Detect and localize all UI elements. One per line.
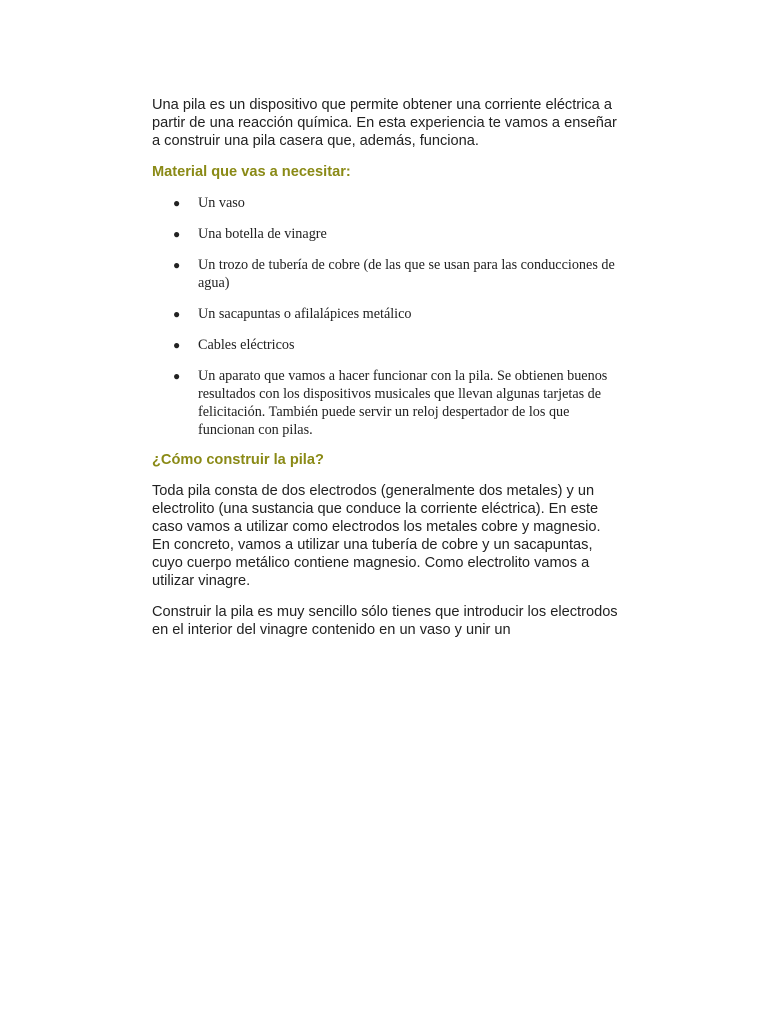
bullet-icon: ● bbox=[173, 258, 181, 272]
bullet-icon: ● bbox=[173, 338, 181, 352]
construction-paragraph-1: Toda pila consta de dos electrodos (generalmente dos metales) y un electrolito (una sustancia que conduce la corriente eléctrica). En este caso vamos a utilizar como electrodos los metales cobre y magnesio. En concreto, vamos a utilizar una tubería de cobre y un sacapuntas, cuyo cuerpo metálico contiene magnesio. Como electrolito vamos a utilizar vinagre. bbox=[152, 483, 601, 589]
document-page bbox=[152, 96, 622, 639]
list-item-text: Un vaso bbox=[198, 195, 245, 211]
list-item bbox=[152, 225, 622, 243]
intro-paragraph: Una pila es un dispositivo que permite obtener una corriente eléctrica a partir de una reacción química. En esta experiencia te vamos a enseñar a construir una pila casera que, además, funciona. bbox=[152, 97, 617, 149]
list-item bbox=[152, 194, 622, 212]
list-item-text: Cables eléctricos bbox=[198, 337, 295, 353]
materials-heading: Material que vas a necesitar: bbox=[152, 164, 351, 180]
bullet-icon: ● bbox=[173, 227, 181, 241]
list-item bbox=[152, 367, 622, 439]
construction-paragraph-2: Construir la pila es muy sencillo sólo tienes que introducir los electrodos en el interior del vinagre contenido en un vaso y unir un bbox=[152, 604, 618, 638]
list-item bbox=[152, 305, 622, 323]
list-item-text: Un sacapuntas o afilalápices metálico bbox=[198, 306, 412, 322]
list-item bbox=[152, 336, 622, 354]
construction-heading: ¿Cómo construir la pila? bbox=[152, 452, 324, 468]
bullet-icon: ● bbox=[173, 307, 181, 321]
list-item-text: Un aparato que vamos a hacer funcionar con la pila. Se obtienen buenos resultados con los dispositivos musicales que llevan algunas tarjetas de felicitación. También puede servir un reloj despertador de los que funcionan con pilas. bbox=[198, 368, 608, 438]
list-item bbox=[152, 256, 622, 292]
bullet-icon: ● bbox=[173, 369, 181, 383]
list-item-text: Una botella de vinagre bbox=[198, 226, 327, 242]
materials-list bbox=[152, 194, 622, 439]
list-item-text: Un trozo de tubería de cobre (de las que se usan para las conducciones de agua) bbox=[198, 257, 615, 291]
bullet-icon: ● bbox=[173, 196, 181, 210]
